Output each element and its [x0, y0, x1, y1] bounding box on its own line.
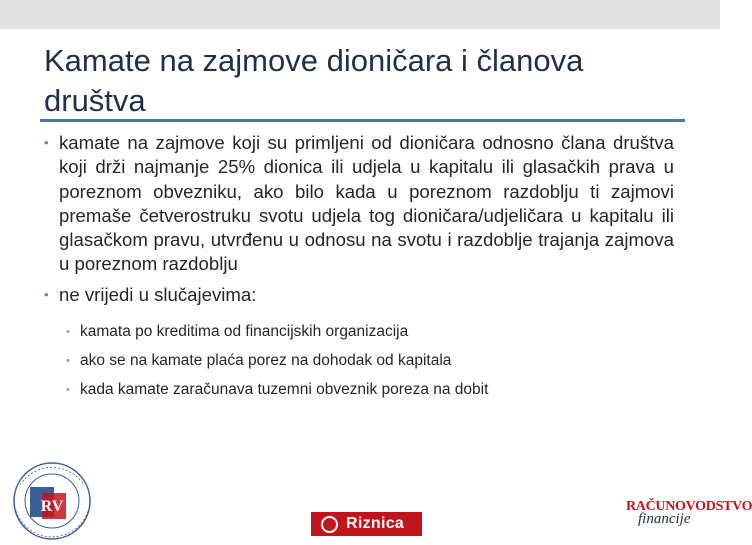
bullet-text: ne vrijedi u slučajevima: [59, 283, 257, 305]
title-underline [40, 119, 685, 122]
footer-logos [0, 455, 752, 540]
top-bar [0, 0, 720, 29]
sub-bullet-icon: • [66, 326, 70, 339]
sub-bullet-item [66, 317, 674, 346]
financije-text: financije [638, 511, 691, 527]
sub-bullet-item [66, 375, 674, 404]
sub-bullet-item [66, 346, 674, 375]
logo-monogram: RV [40, 498, 64, 515]
bullet-icon: • [44, 135, 49, 150]
sub-bullet-icon: • [66, 384, 70, 397]
bullet-item [44, 283, 674, 307]
riznica-logo [311, 512, 422, 536]
seal-icon [2, 455, 102, 540]
sub-bullet-text: kada kamate zaračunava tuzemni obveznik poreza na dobit [80, 381, 489, 399]
racunovodstvo-logo [626, 499, 752, 528]
institution-logo [2, 455, 102, 545]
slide-title: Kamate na zajmove dioničara i članova društva [44, 43, 584, 118]
bullet-icon: • [44, 286, 49, 302]
racunovodstvo-text: RAČUNOVODSTVO [626, 499, 752, 514]
sub-bullet-text: kamata po kreditima od financijskih organizacija [80, 323, 409, 341]
sub-bullet-list [44, 317, 674, 404]
riznica-brand: Riznica [346, 515, 405, 532]
bullet-item [44, 131, 674, 277]
bullet-text: kamate na zajmove koji su primljeni od dioničara odnosno člana društva koji drži najmanje 25% dionica ili udjela u kapitalu ili glasačkih prava u poreznom obvezniku, ako bilo kada u poreznom razdoblju ti zajmovi premaše četverostruku svotu udjela tog dioničara/udjeličara u kapitalu ili glasačkom pravu, utvrđenu u odnosu na svotu i razdoblje trajanja zajmova u poreznom razdoblju [59, 132, 674, 275]
coat-of-arms-icon [321, 516, 338, 533]
slide-content [44, 131, 674, 404]
sub-bullet-icon: • [66, 355, 70, 368]
sub-bullet-text: ako se na kamate plaća porez na dohodak od kapitala [80, 352, 452, 370]
